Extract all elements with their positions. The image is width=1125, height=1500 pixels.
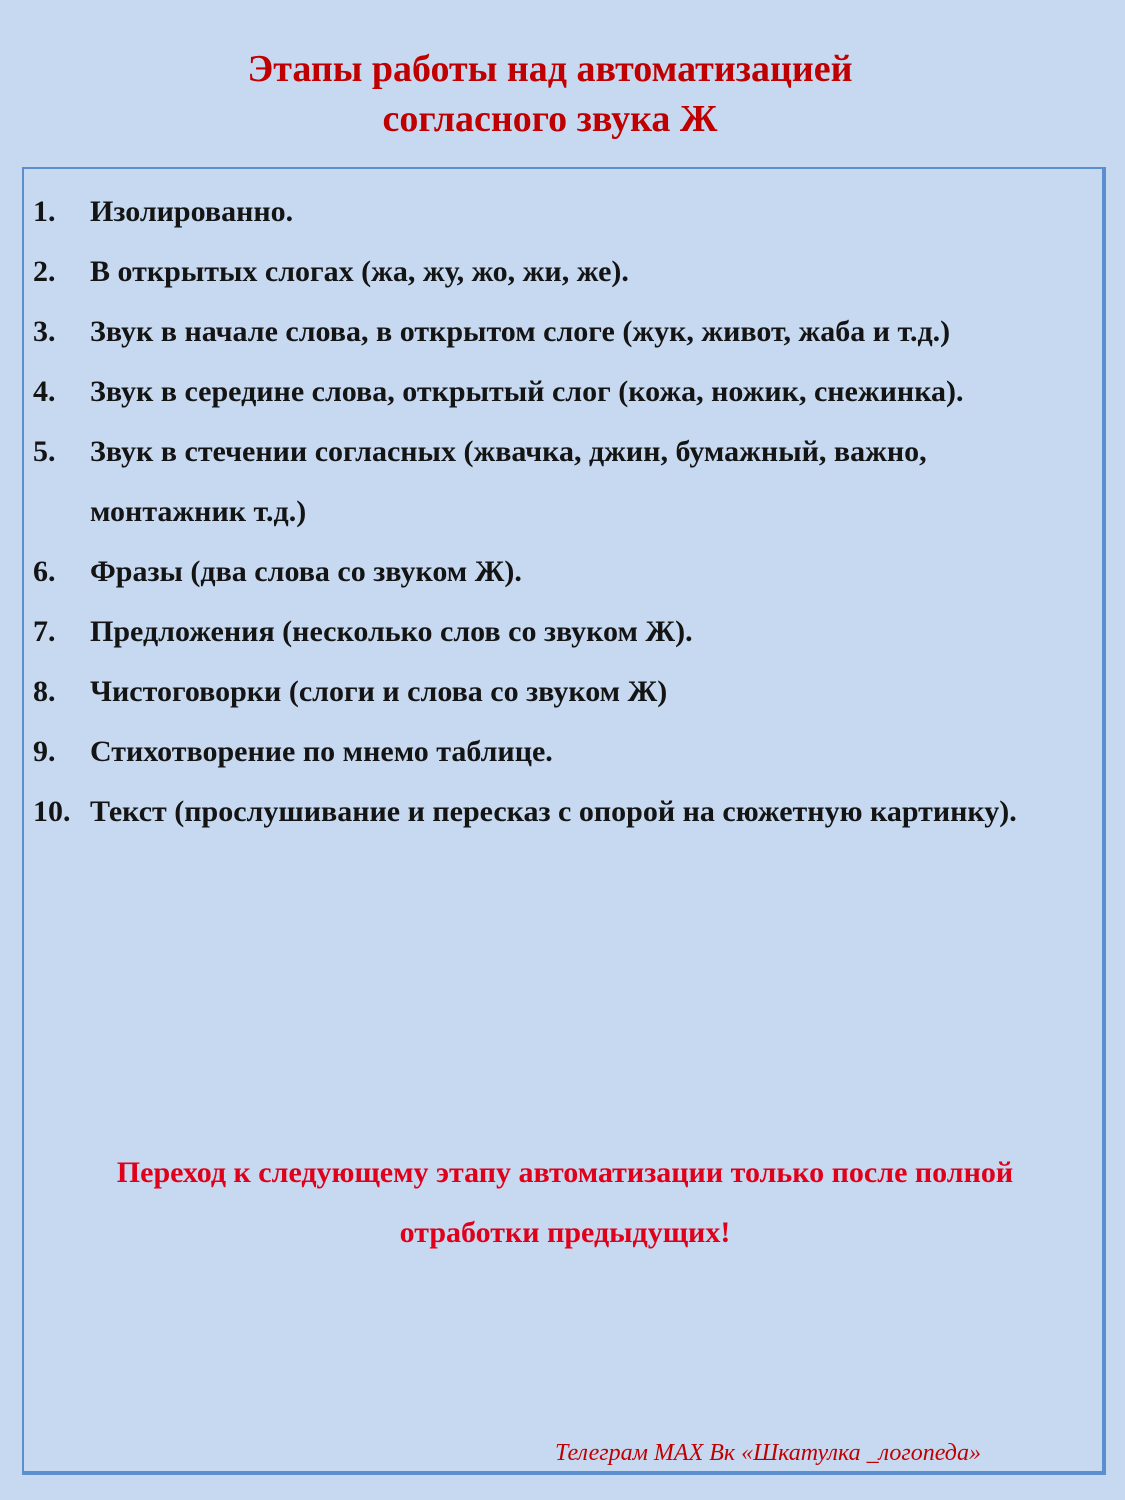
step-item xyxy=(0,542,1050,602)
step-item xyxy=(0,182,1050,242)
step-text: Чистоговорки (слоги и слова со звуком Ж) xyxy=(90,675,668,708)
step-text: Текст (прослушивание и пересказ с опорой на сюжетную картинку). xyxy=(90,795,1017,828)
step-number: 3. xyxy=(33,315,56,348)
step-number: 6. xyxy=(33,555,56,588)
step-number: 1. xyxy=(33,195,56,228)
step-number: 7. xyxy=(33,615,56,648)
title-line-2: согласного звука Ж xyxy=(382,98,718,140)
step-item xyxy=(0,362,1050,422)
step-number: 9. xyxy=(33,735,56,768)
step-text: Звук в середине слова, открытый слог (кожа, ножик, снежинка). xyxy=(90,375,964,408)
step-item xyxy=(0,722,1050,782)
page-title xyxy=(0,44,1100,144)
step-number: 4. xyxy=(33,375,56,408)
step-text: Предложения (несколько слов со звуком Ж). xyxy=(90,615,693,648)
step-text: Стихотворение по мнемо таблице. xyxy=(90,735,553,768)
transition-note: Переход к следующему этапу автоматизации только после полной отработки предыдущих! xyxy=(116,1156,1014,1249)
step-item xyxy=(0,662,1050,722)
step-item xyxy=(0,302,1050,362)
steps-list xyxy=(0,182,1125,842)
step-text: Фразы (два слова со звуком Ж). xyxy=(90,555,522,588)
step-item xyxy=(0,602,1050,662)
step-item xyxy=(0,422,1050,542)
step-number: 10. xyxy=(33,795,71,828)
step-text: Звук в начале слова, в открытом слоге (жук, живот, жаба и т.д.) xyxy=(90,315,951,348)
step-text: В открытых слогах (жа, жу, жо, жи, же). xyxy=(90,255,629,288)
step-item xyxy=(0,242,1050,302)
step-number: 2. xyxy=(33,255,56,288)
step-text: Изолированно. xyxy=(90,195,294,228)
step-number: 8. xyxy=(33,675,56,708)
step-text: Звук в стечении согласных (жвачка, джин, бумажный, важно, монтажник т.д.) xyxy=(90,435,927,528)
footer-credits: Телеграм MAX Вк «Шкатулка _логопеда» xyxy=(555,1440,981,1466)
title-line-1: Этапы работы над автоматизацией xyxy=(247,48,853,90)
step-item xyxy=(0,782,1050,842)
step-number: 5. xyxy=(33,435,56,468)
